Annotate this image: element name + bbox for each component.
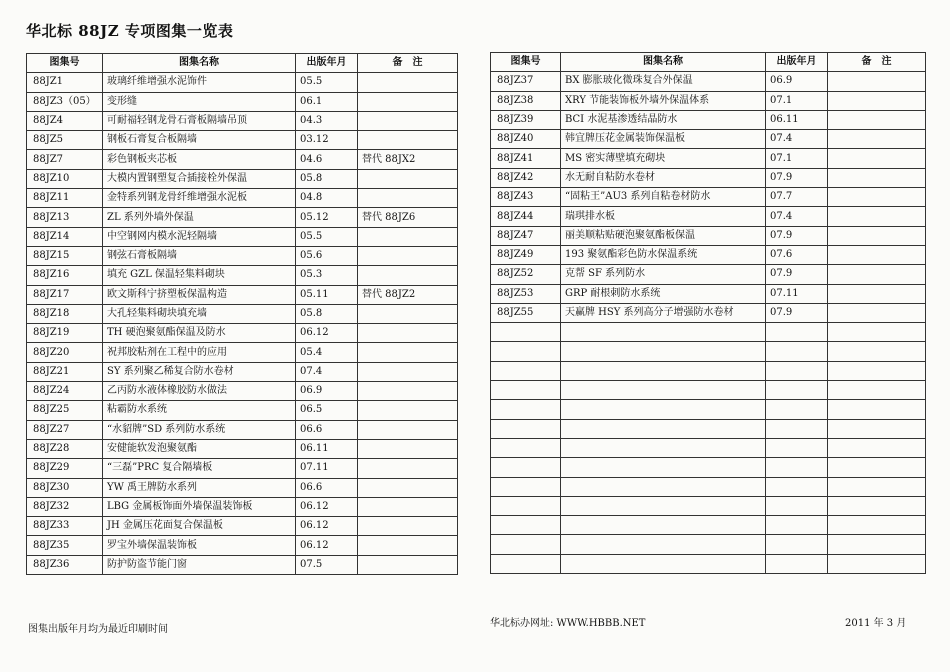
cell-no: 88JZ33 [27,517,103,536]
empty-table-row [491,361,926,380]
empty-table-row [491,419,926,438]
cell-date: 07.5 [296,555,358,574]
cell-date: 06.12 [296,324,358,343]
table-row [491,72,926,91]
empty-table-row [491,535,926,554]
header-note: 备 注 [828,53,926,72]
cell-date [766,381,828,400]
cell-name: 韩宜牌压花金属装饰保温板 [561,130,766,149]
cell-no: 88JZ53 [491,284,561,303]
cell-date [766,361,828,380]
empty-table-row [491,438,926,457]
cell-name: 粘霸防水系统 [103,401,296,420]
cell-name: “水貂牌”SD 系列防水系统 [103,420,296,439]
cell-note [828,303,926,322]
cell-note [828,265,926,284]
table-row [27,208,458,227]
cell-date [766,323,828,342]
cell-no [491,535,561,554]
table-row [27,131,458,150]
cell-no: 88JZ14 [27,227,103,246]
cell-no: 88JZ27 [27,420,103,439]
table-row [27,169,458,188]
cell-no [491,361,561,380]
cell-no [491,516,561,535]
cell-note [828,438,926,457]
cell-name [561,496,766,515]
table-header-row [27,54,458,73]
cell-no: 88JZ28 [27,439,103,458]
cell-date: 06.5 [296,401,358,420]
cell-date: 06.12 [296,517,358,536]
cell-no: 88JZ5 [27,131,103,150]
cell-name [561,438,766,457]
empty-table-row [491,496,926,515]
header-date: 出版年月 [766,53,828,72]
cell-date: 06.9 [766,72,828,91]
empty-table-row [491,477,926,496]
cell-note [358,439,458,458]
cell-no [491,419,561,438]
cell-date: 06.12 [296,497,358,516]
cell-note [828,496,926,515]
empty-table-row [491,342,926,361]
table-row [491,207,926,226]
cell-date: 07.6 [766,245,828,264]
cell-no: 88JZ38 [491,91,561,110]
cell-name [561,381,766,400]
cell-note [358,246,458,265]
header-name: 图集名称 [561,53,766,72]
cell-name [561,554,766,573]
cell-name: 钢弦石膏板隔墙 [103,246,296,265]
cell-note [358,536,458,555]
cell-note [358,478,458,497]
cell-no: 88JZ36 [27,555,103,574]
cell-no [491,381,561,400]
page-title: 华北标 88JZ 专项图集一览表 [26,22,234,40]
cell-name: 防护防盗节能门窗 [103,555,296,574]
cell-name [561,516,766,535]
cell-no: 88JZ19 [27,324,103,343]
cell-note [358,555,458,574]
cell-date [766,535,828,554]
cell-name: “三磊”PRC 复合隔墙板 [103,459,296,478]
catalog-table-right [490,52,926,574]
cell-note [828,419,926,438]
cell-name: BX 膨胀玻化微珠复合外保温 [561,72,766,91]
table-row [491,149,926,168]
cell-date: 07.9 [766,265,828,284]
cell-date: 05.4 [296,343,358,362]
table-row [27,517,458,536]
cell-note [358,401,458,420]
cell-no: 88JZ13 [27,208,103,227]
cell-no [491,323,561,342]
cell-date: 07.1 [766,91,828,110]
cell-date: 04.6 [296,150,358,169]
cell-no [491,438,561,457]
cell-no: 88JZ4 [27,111,103,130]
cell-no: 88JZ11 [27,189,103,208]
header-note: 备 注 [358,54,458,73]
cell-no [491,496,561,515]
table-row [491,130,926,149]
cell-name: 玻璃纤维增强水泥饰件 [103,73,296,92]
cell-name: XRY 节能装饰板外墙外保温体系 [561,91,766,110]
cell-no: 88JZ30 [27,478,103,497]
cell-no: 88JZ15 [27,246,103,265]
cell-note [358,420,458,439]
cell-note [828,110,926,129]
cell-no [491,477,561,496]
cell-note [828,516,926,535]
table-row [27,92,458,111]
table-row [27,536,458,555]
cell-date: 03.12 [296,131,358,150]
cell-name: 变形缝 [103,92,296,111]
cell-name: 克帮 SF 系列防水 [561,265,766,284]
cell-date: 05.5 [296,73,358,92]
cell-date: 05.8 [296,304,358,323]
cell-date: 07.4 [766,207,828,226]
table-row [27,150,458,169]
header-no: 图集号 [27,54,103,73]
cell-date [766,554,828,573]
cell-no: 88JZ43 [491,188,561,207]
cell-date: 06.9 [296,382,358,401]
cell-name: 欧文斯科宁挤塑板保温构造 [103,285,296,304]
cell-date: 05.3 [296,266,358,285]
cell-no: 88JZ42 [491,168,561,187]
header-no: 图集号 [491,53,561,72]
cell-name: 193 聚氨酯彩色防水保温系统 [561,245,766,264]
cell-date: 05.11 [296,285,358,304]
cell-date: 07.1 [766,149,828,168]
cell-no: 88JZ3（05） [27,92,103,111]
cell-date: 04.8 [296,189,358,208]
cell-date: 04.3 [296,111,358,130]
cell-note [358,517,458,536]
cell-note [828,284,926,303]
cell-name: 天赢牌 HSY 系列高分子增强防水卷材 [561,303,766,322]
cell-date: 06.12 [296,536,358,555]
cell-note [358,266,458,285]
empty-table-row [491,458,926,477]
table-row [491,265,926,284]
cell-no: 88JZ16 [27,266,103,285]
cell-no: 88JZ40 [491,130,561,149]
cell-date: 07.4 [296,362,358,381]
cell-date: 07.11 [296,459,358,478]
table-row [491,188,926,207]
cell-name: GRP 耐根刺防水系统 [561,284,766,303]
cell-name: “固粘王”AU3 系列自粘卷材防水 [561,188,766,207]
cell-date: 05.8 [296,169,358,188]
cell-no: 88JZ25 [27,401,103,420]
table-row [27,246,458,265]
table-row [491,226,926,245]
cell-no: 88JZ24 [27,382,103,401]
cell-name: LBG 金属板饰面外墙保温装饰板 [103,497,296,516]
empty-table-row [491,516,926,535]
cell-no: 88JZ37 [491,72,561,91]
cell-name: 水无耐自粘防水卷材 [561,168,766,187]
cell-note [828,188,926,207]
table-header-row [491,53,926,72]
table-row [27,343,458,362]
cell-date: 07.4 [766,130,828,149]
cell-note [828,72,926,91]
cell-note: 替代 88JZ6 [358,208,458,227]
cell-name: JH 金属压花面复合保温板 [103,517,296,536]
cell-date: 05.5 [296,227,358,246]
cell-no: 88JZ10 [27,169,103,188]
cell-note [828,91,926,110]
table-row [27,189,458,208]
footer-website: 华北标办网址: WWW.HBBB.NET [490,618,646,629]
cell-name [561,361,766,380]
table-row [27,555,458,574]
cell-date: 06.11 [766,110,828,129]
header-name: 图集名称 [103,54,296,73]
cell-name: 大孔轻集料砌块填充墙 [103,304,296,323]
table-row [27,478,458,497]
cell-note [358,343,458,362]
cell-note [828,477,926,496]
cell-note: 替代 88JZ2 [358,285,458,304]
cell-no: 88JZ44 [491,207,561,226]
cell-note [828,458,926,477]
cell-no: 88JZ55 [491,303,561,322]
cell-no: 88JZ1 [27,73,103,92]
table-row [27,324,458,343]
cell-date [766,400,828,419]
cell-no: 88JZ41 [491,149,561,168]
cell-note: 替代 88JX2 [358,150,458,169]
cell-date [766,419,828,438]
cell-name [561,323,766,342]
cell-name: 填充 GZL 保温轻集料砌块 [103,266,296,285]
table-row [27,73,458,92]
table-row [27,227,458,246]
cell-name [561,400,766,419]
empty-table-row [491,381,926,400]
cell-name: SY 系列聚乙稀复合防水卷材 [103,362,296,381]
cell-name: 丽美顺粘贴硬泡聚氨酯板保温 [561,226,766,245]
cell-date [766,477,828,496]
table-row [27,497,458,516]
cell-no [491,554,561,573]
cell-note [358,497,458,516]
table-row [491,168,926,187]
cell-date: 07.9 [766,303,828,322]
cell-no: 88JZ35 [27,536,103,555]
cell-date [766,496,828,515]
cell-name: 金特系列钢龙骨纤维增强水泥板 [103,189,296,208]
table-row [27,362,458,381]
cell-no: 88JZ49 [491,245,561,264]
footer-date: 2011 年 3 月 [845,618,907,629]
cell-name: 彩色钢板夹芯板 [103,150,296,169]
cell-date: 06.6 [296,420,358,439]
cell-note [828,554,926,573]
table-row [491,110,926,129]
cell-note [828,226,926,245]
cell-note [828,207,926,226]
cell-date [766,516,828,535]
table-row [27,439,458,458]
cell-name: MS 密实薄壁填充砌块 [561,149,766,168]
cell-note [358,362,458,381]
cell-date: 07.9 [766,168,828,187]
cell-note [828,323,926,342]
cell-date [766,342,828,361]
empty-table-row [491,400,926,419]
cell-name: YW 禹王牌防水系列 [103,478,296,497]
empty-table-row [491,323,926,342]
cell-name [561,535,766,554]
cell-no: 88JZ7 [27,150,103,169]
cell-date: 07.7 [766,188,828,207]
cell-name: 大模内置钢塑复合插接栓外保温 [103,169,296,188]
cell-date: 06.11 [296,439,358,458]
catalog-table-left [26,53,458,575]
table-row [27,285,458,304]
table-row [27,401,458,420]
empty-table-row [491,554,926,573]
cell-note [828,342,926,361]
cell-name: 祝邦胶粘剂在工程中的应用 [103,343,296,362]
cell-note [358,324,458,343]
cell-date: 06.6 [296,478,358,497]
cell-note [358,111,458,130]
cell-no: 88JZ21 [27,362,103,381]
cell-date: 06.1 [296,92,358,111]
table-row [27,382,458,401]
cell-name: 钢板石膏复合板隔墙 [103,131,296,150]
cell-note [358,92,458,111]
table-row [491,91,926,110]
table-row [27,111,458,130]
cell-no [491,458,561,477]
table-row [27,420,458,439]
cell-date: 07.9 [766,226,828,245]
cell-note [828,130,926,149]
cell-no: 88JZ52 [491,265,561,284]
table-row [27,266,458,285]
cell-no: 88JZ47 [491,226,561,245]
header-date: 出版年月 [296,54,358,73]
cell-note [828,245,926,264]
cell-note [828,361,926,380]
cell-name: TH 硬泡聚氨酯保温及防水 [103,324,296,343]
cell-name: 可耐福轻钢龙骨石膏板隔墙吊顶 [103,111,296,130]
cell-name: 中空钢网内模水泥轻隔墙 [103,227,296,246]
table-row [27,459,458,478]
table-row [491,303,926,322]
cell-note [358,169,458,188]
cell-name [561,458,766,477]
cell-no: 88JZ20 [27,343,103,362]
cell-note [828,149,926,168]
cell-note [358,73,458,92]
table-row [491,245,926,264]
cell-no [491,400,561,419]
cell-no: 88JZ39 [491,110,561,129]
footer-note: 图集出版年月均为最近印刷时间 [28,624,168,635]
cell-note [358,304,458,323]
cell-note [358,227,458,246]
table-row [491,284,926,303]
cell-date: 07.11 [766,284,828,303]
cell-name: 乙丙防水液体橡胶防水做法 [103,382,296,401]
cell-date: 05.12 [296,208,358,227]
cell-name [561,477,766,496]
cell-name: BCI 水泥基渗透结晶防水 [561,110,766,129]
cell-date [766,458,828,477]
cell-note [358,382,458,401]
cell-no: 88JZ32 [27,497,103,516]
cell-name: ZL 系列外墙外保温 [103,208,296,227]
cell-name [561,419,766,438]
table-row [27,304,458,323]
cell-date: 05.6 [296,246,358,265]
cell-note [828,168,926,187]
cell-no: 88JZ17 [27,285,103,304]
cell-name [561,342,766,361]
cell-note [358,459,458,478]
cell-note [828,400,926,419]
cell-note [828,381,926,400]
cell-note [358,189,458,208]
cell-no: 88JZ29 [27,459,103,478]
cell-no [491,342,561,361]
cell-date [766,438,828,457]
cell-name: 安健能软发泡聚氨酯 [103,439,296,458]
cell-name: 瑞琪排水板 [561,207,766,226]
cell-note [828,535,926,554]
cell-no: 88JZ18 [27,304,103,323]
cell-name: 罗宝外墙保温装饰板 [103,536,296,555]
cell-note [358,131,458,150]
